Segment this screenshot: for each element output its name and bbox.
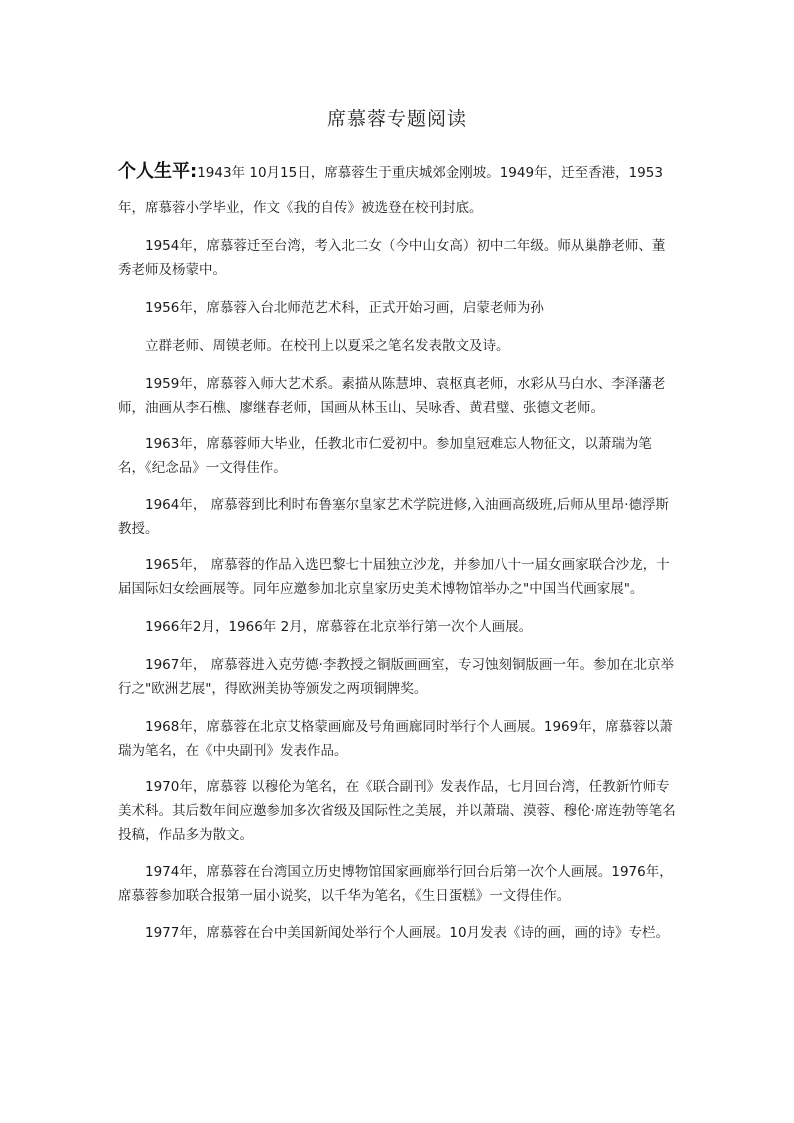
bio-first-line — [118, 160, 688, 185]
section-heading: 个人生平: — [118, 161, 198, 182]
paragraph-1956: 1956年，席慕蓉入台北师范艺术科，正式开始习画，启蒙老师为孙 — [145, 300, 544, 316]
paragraph-1966: 1966年2月，1966年 2月，席慕蓉在北京举行第一次个人画展。 — [145, 619, 533, 635]
paragraph-1964: 1964年， 席慕蓉到比利时布鲁塞尔皇家艺术学院进修,入油画高级班,后师从里昂·德浮斯教授。 — [118, 497, 670, 537]
paragraph-1968: 1968年，席慕蓉在北京艾格蒙画廊及号角画廊同时举行个人画展。1969年，席慕蓉以萧瑞为笔名，在《中央副刊》发表作品。 — [118, 719, 673, 759]
paragraph-1974: 1974年，席慕蓉在台湾国立历史博物馆国家画廊举行回台后第一次个人画展。1976年，席慕蓉参加联合报第一届小说奖，以千华为笔名，《生日蛋糕》一文得佳作。 — [118, 864, 673, 904]
bio-line-1: 1943年 10月15日，席慕蓉生于重庆城郊金刚坡。1949年，迁至香港，1953 — [197, 165, 663, 181]
paragraph-1956-cont: 立群老师、周镆老师。在校刊上以夏采之笔名发表散文及诗。 — [145, 338, 510, 354]
page-title: 席慕蓉专题阅读 — [326, 108, 467, 130]
paragraph-1970: 1970年，席慕蓉 以穆伦为笔名，在《联合副刊》发表作品，七月回台湾，任教新竹师专美术科。其后数年间应邀参加多次省级及国际性之美展，并以萧瑞、漠蓉、穆伦·席连勃等笔名投稿，作品多为散文。 — [118, 779, 676, 843]
bio-line-2: 年，席慕蓉小学毕业，作文《我的自传》被选登在校刊封底。 — [118, 200, 483, 216]
paragraph-1965: 1965年， 席慕蓉的作品入选巴黎七十届独立沙龙，并参加八十一届女画家联合沙龙，十届国际妇女绘画展等。同年应邀参加北京皇家历史美术博物馆举办之"中国当代画家展"。 — [118, 557, 670, 597]
paragraph-1977: 1977年，席慕蓉在台中美国新闻处举行个人画展。10月发表《诗的画，画的诗》专栏。 — [145, 925, 670, 941]
paragraph-1963: 1963年，席慕蓉师大毕业，任教北市仁爱初中。参加皇冠难忘人物征文，以萧瑞为笔名，《纪念品》一文得佳作。 — [118, 436, 652, 476]
paragraph-1967: 1967年， 席慕蓉进入克劳德·李教授之铜版画画室，专习蚀刻铜版画一年。参加在北京举行之"欧洲艺展"，得欧洲美协等颁发之两项铜牌奖。 — [118, 657, 674, 697]
paragraph-1954: 1954年，席慕蓉迁至台湾，考入北二女（今中山女高）初中二年级。师从巢静老师、董秀老师及杨蒙中。 — [118, 238, 666, 278]
paragraph-1959: 1959年，席慕蓉入师大艺术系。素描从陈慧坤、袁枢真老师，水彩从马白水、李泽藩老师，油画从李石樵、廖继春老师，国画从林玉山、吴咏香、黄君璧、张德文老师。 — [118, 376, 666, 416]
